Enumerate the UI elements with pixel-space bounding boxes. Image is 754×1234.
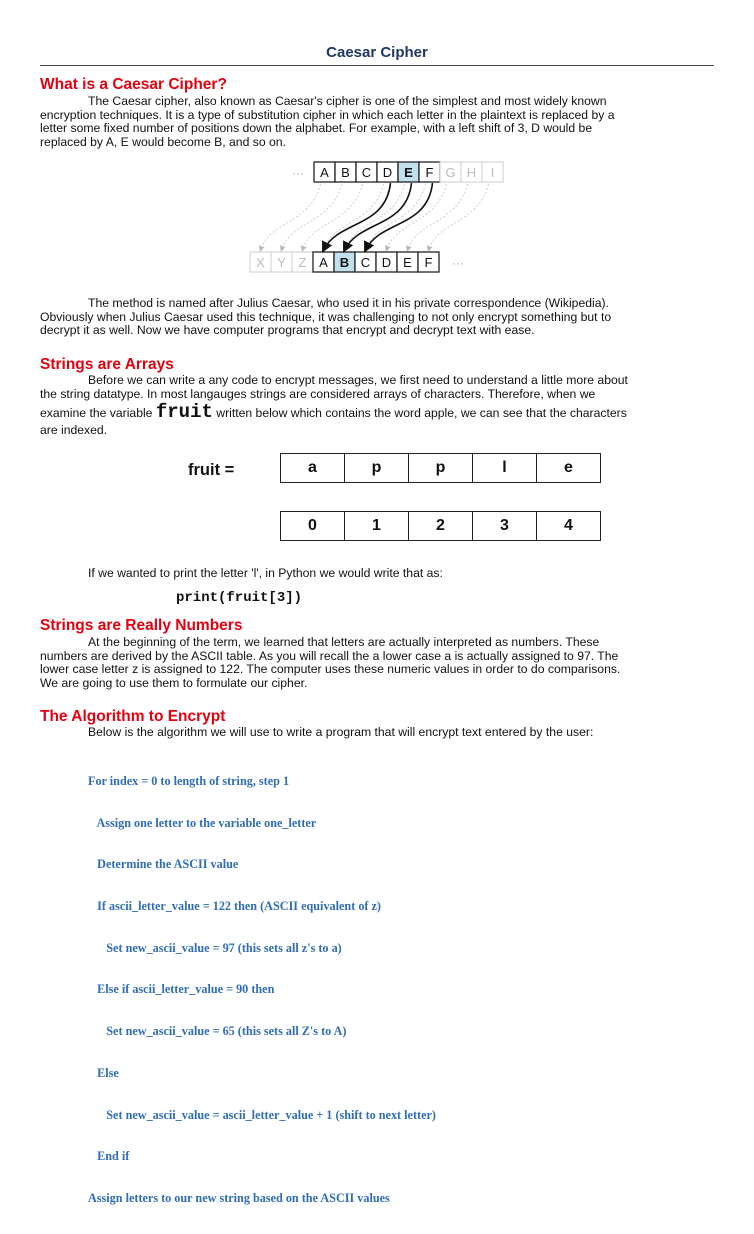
shift-guide-line — [387, 184, 447, 250]
fruit-array-table — [280, 453, 601, 483]
shift-guide-line — [408, 184, 468, 250]
diagram-letter-box — [397, 252, 418, 272]
variable-fruit: fruit — [155, 401, 213, 424]
title-rule — [40, 65, 714, 66]
page-title: Caesar Cipher — [326, 44, 428, 61]
text-line: are indexed. — [40, 423, 108, 438]
code-line: Else — [88, 1065, 119, 1080]
heading-arrays: Strings are Arrays — [40, 356, 174, 373]
svg-text:E: E — [403, 255, 412, 270]
text-line: the string datatype. In most langauges strings are considered arrays of characters. Therefore, when we — [40, 386, 596, 401]
diagram-letter-box — [398, 162, 419, 182]
diagram-letter-box — [334, 252, 355, 272]
diagram-letter-box — [418, 252, 439, 272]
text-line: examine the variable — [40, 406, 156, 421]
para-what-is — [40, 95, 712, 149]
text-line: numbers are derived by the ASCII table. As you will recall the a lower case a is actually assigned to 97. The — [40, 648, 619, 663]
shift-guide-line — [429, 184, 489, 250]
array-cell: l — [473, 454, 537, 483]
svg-text:C: C — [361, 165, 372, 180]
diagram-letter-box — [356, 162, 377, 182]
svg-text:B: B — [339, 255, 350, 270]
code-line: For index = 0 to length of string, step 1 — [88, 773, 290, 788]
text-line: encryption techniques. It is a type of substitution cipher in which each letter in the plaintext is replaced by a — [40, 107, 615, 122]
heading-what-is: What is a Caesar Cipher? — [40, 76, 227, 93]
para-arrays — [40, 374, 712, 438]
svg-text:D: D — [381, 255, 392, 270]
diagram-letter-box — [271, 252, 292, 272]
bottom-ellipsis: ··· — [452, 256, 464, 270]
array-cell: a — [281, 454, 345, 483]
svg-text:H: H — [466, 165, 477, 180]
diagram-letter-box — [314, 162, 335, 182]
svg-text:Y: Y — [277, 255, 286, 270]
text-line: written below which contains the word apple, we can see that the characters — [212, 406, 627, 421]
svg-text:X: X — [256, 255, 265, 270]
code-line: Assign one letter to the variable one_letter — [88, 815, 317, 830]
shift-guide-line — [324, 184, 384, 250]
text-line: replaced by A, E would become B, and so on. — [40, 134, 286, 149]
text-line: The method is named after Julius Caesar, who used it in his private correspondence (Wikipedia). — [88, 296, 609, 310]
code-line: End if — [88, 1149, 130, 1164]
svg-text:A: A — [320, 165, 329, 180]
text-line: Before we can write a any code to encrypt messages, we first need to understand a little more about — [88, 373, 628, 387]
algorithm-code-block — [88, 747, 436, 1234]
top-ellipsis: ··· — [292, 166, 304, 180]
shift-guide-line — [282, 184, 342, 250]
array-cell: p — [345, 454, 409, 483]
text-line: lower case letter z is assigned to 122. The computer uses these numeric values in order to do comparisons. — [40, 662, 621, 677]
diagram-letter-box — [482, 162, 503, 182]
array-cell: p — [409, 454, 473, 483]
diagram-letter-box — [250, 252, 271, 272]
fruit-label: fruit = — [188, 461, 235, 479]
para-julius — [40, 297, 712, 338]
para-algorithm-intro — [40, 726, 712, 740]
diagram-letter-box — [313, 252, 334, 272]
svg-text:I: I — [490, 165, 495, 180]
text-line: Obviously when Julius Caesar used this technique, it was challenging to not only encrypt something but to — [40, 309, 612, 324]
print-code: print(fruit[3]) — [176, 590, 303, 606]
svg-text:G: G — [445, 165, 456, 180]
diagram-letter-box — [292, 252, 313, 272]
svg-text:A: A — [319, 255, 328, 270]
text-line: decrypt it as well. Now we have computer programs that encrypt and decrypt text with ease. — [40, 323, 535, 338]
svg-text:Z: Z — [298, 255, 307, 270]
svg-text:E: E — [404, 165, 413, 180]
caesar-shift-diagram — [40, 158, 714, 280]
code-line: Set new_ascii_value = 65 (this sets all Z's to A) — [88, 1024, 347, 1039]
text-line: Below is the algorithm we will use to write a program that will encrypt text entered by the user: — [88, 725, 594, 739]
shift-guide-line — [303, 184, 363, 250]
code-line: If ascii_letter_value = 122 then (ASCII equivalent of z) — [88, 898, 381, 913]
code-line: Set new_ascii_value = ascii_letter_value + 1 (shift to next letter) — [88, 1107, 436, 1122]
index-cell: 3 — [473, 512, 537, 541]
shift-guide-line — [345, 184, 405, 250]
heading-numbers: Strings are Really Numbers — [40, 617, 243, 634]
text-line: At the beginning of the term, we learned that letters are actually interpreted as numbers. These — [88, 635, 600, 649]
index-cell: 2 — [409, 512, 473, 541]
text-line: We are going to use them to formulate our cipher. — [40, 675, 308, 690]
diagram-letter-box — [377, 162, 398, 182]
text-line: The Caesar cipher, also known as Caesar's cipher is one of the simplest and most widely known — [88, 94, 607, 108]
svg-text:D: D — [382, 165, 393, 180]
svg-text:F: F — [425, 165, 434, 180]
para-numbers — [40, 636, 712, 690]
code-line: Determine the ASCII value — [88, 857, 239, 872]
shift-guide-line — [261, 184, 321, 250]
svg-text:C: C — [360, 255, 371, 270]
diagram-letter-box — [335, 162, 356, 182]
index-cell: 1 — [345, 512, 409, 541]
code-line: Else if ascii_letter_value = 90 then — [88, 982, 275, 997]
index-array-table — [280, 511, 601, 541]
array-cell: e — [537, 454, 601, 483]
index-cell: 0 — [281, 512, 345, 541]
heading-algorithm: The Algorithm to Encrypt — [40, 708, 226, 725]
code-line: Assign letters to our new string based on the ASCII values — [88, 1191, 390, 1205]
print-intro: If we wanted to print the letter 'l', in Python we would write that as: — [88, 566, 443, 580]
diagram-letter-box — [376, 252, 397, 272]
diagram-letter-box — [419, 162, 440, 182]
index-cell: 4 — [537, 512, 601, 541]
diagram-letter-box — [355, 252, 376, 272]
shift-guide-line — [366, 184, 426, 250]
svg-text:F: F — [424, 255, 433, 270]
svg-text:B: B — [341, 165, 350, 180]
diagram-letter-box — [440, 162, 461, 182]
code-line: Set new_ascii_value = 97 (this sets all z's to a) — [88, 940, 342, 955]
diagram-letter-box — [461, 162, 482, 182]
text-line: letter some fixed number of positions down the alphabet. For example, with a left shift of 3, D would be — [40, 121, 593, 136]
